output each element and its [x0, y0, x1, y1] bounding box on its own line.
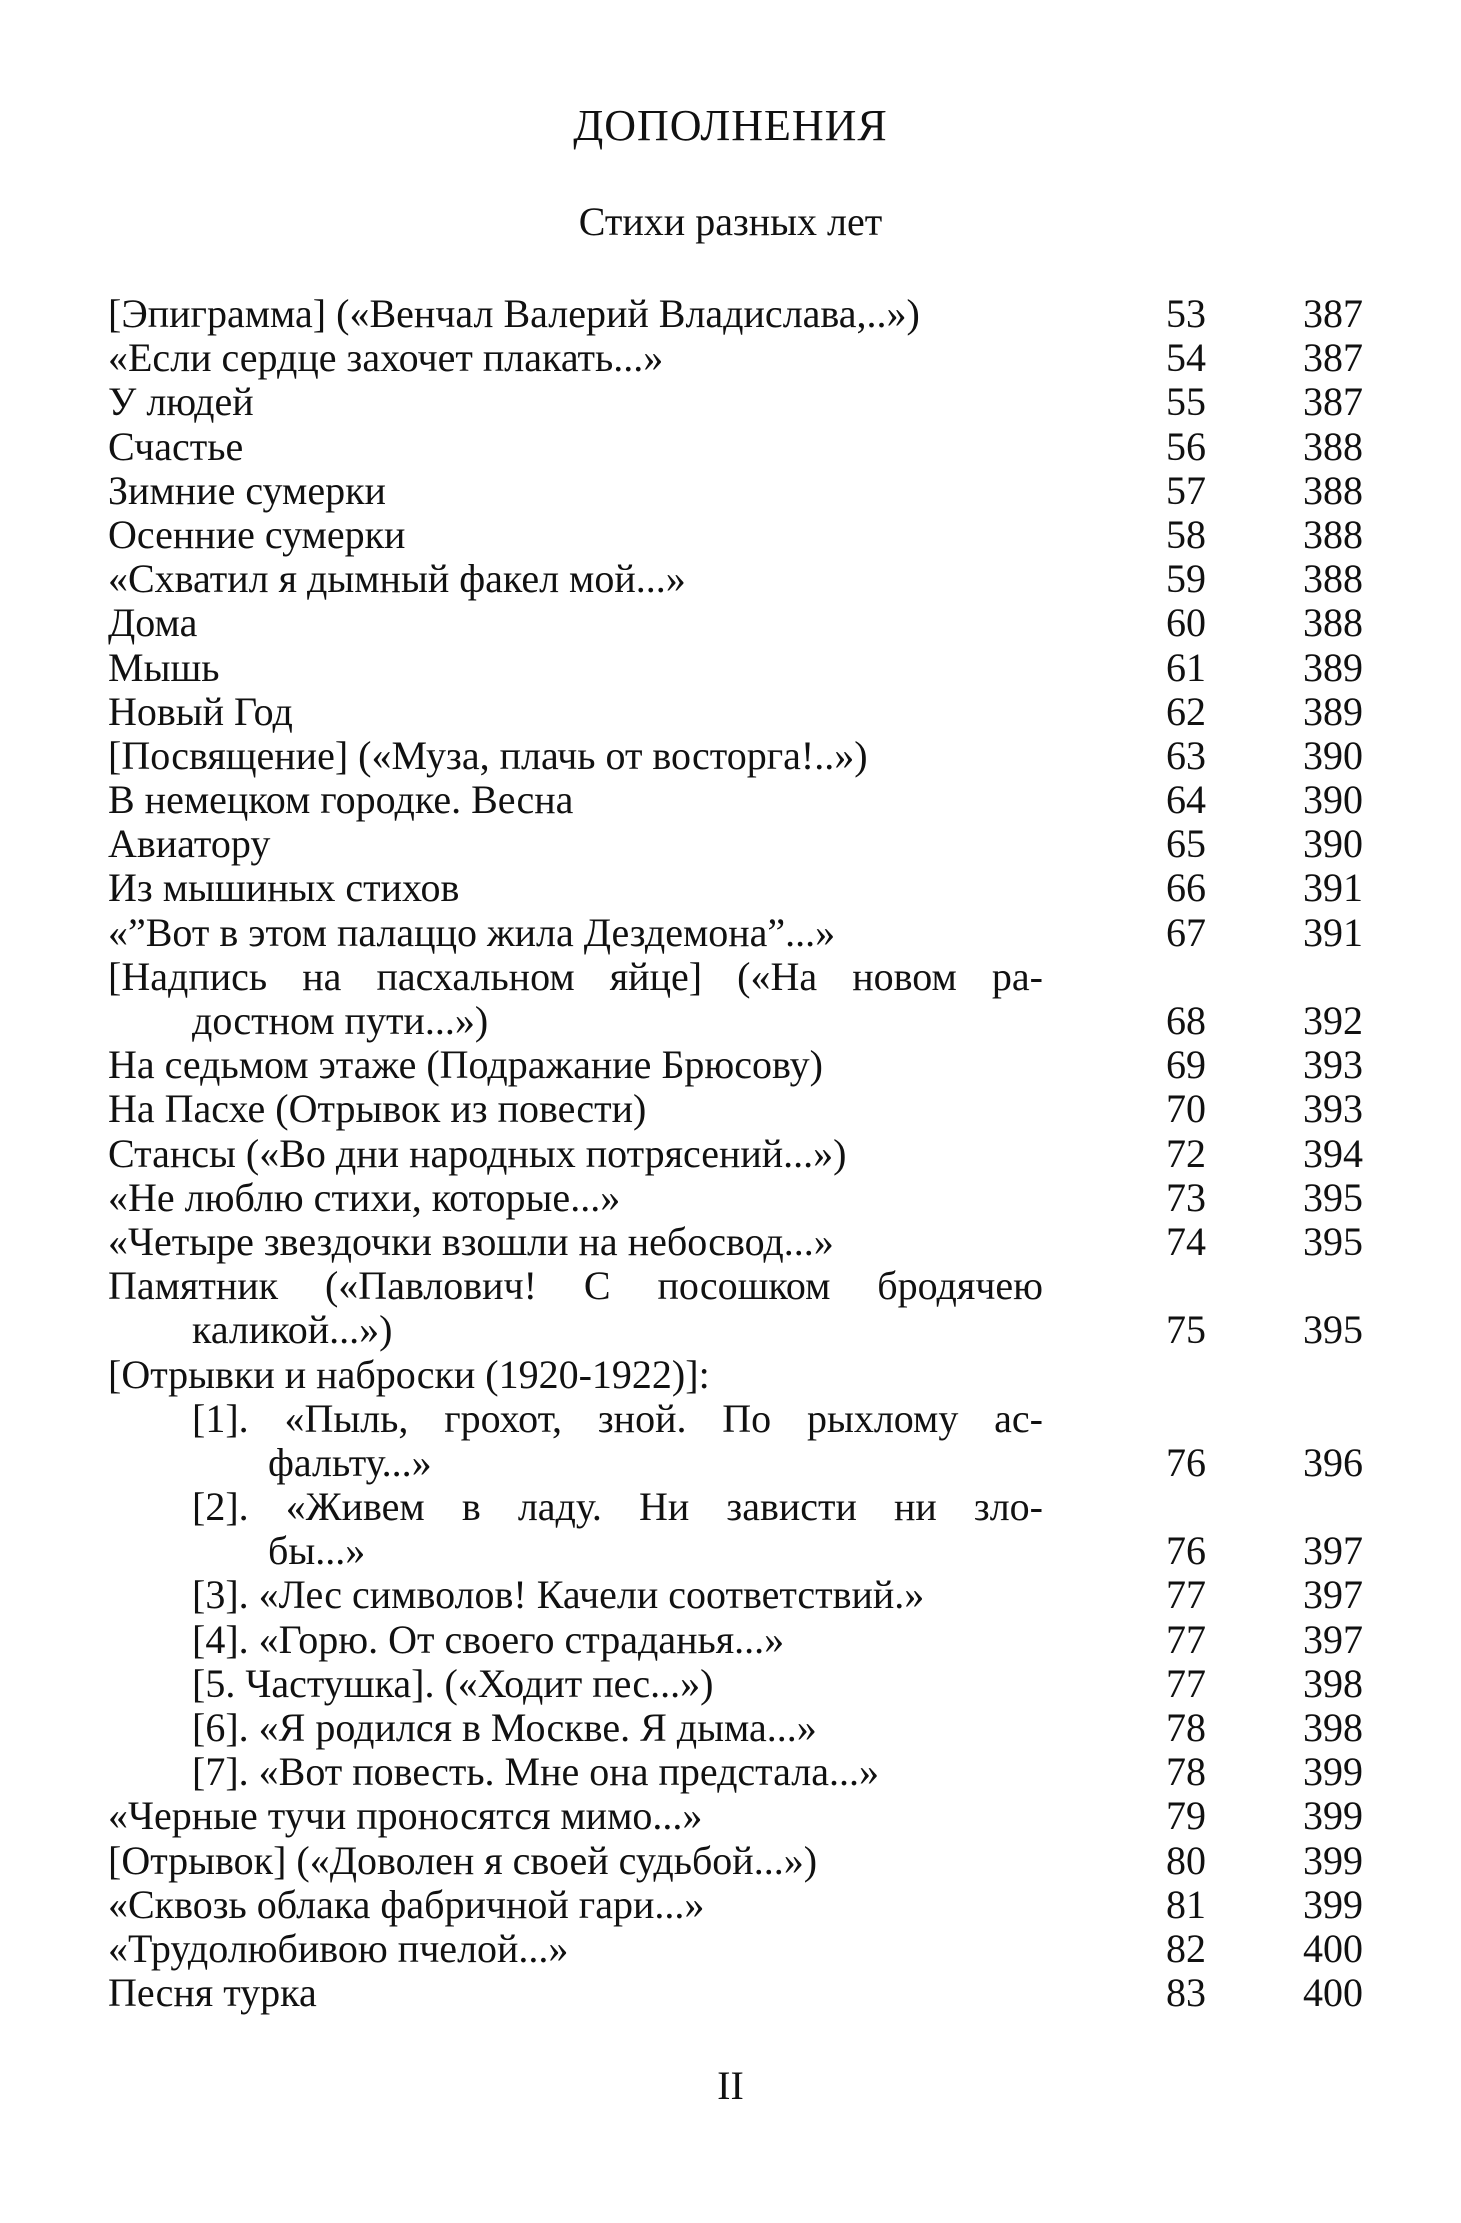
entry-title: [6]. «Я родился в Москве. Я дыма...»: [192, 1705, 817, 1750]
table-of-contents: [0, 292, 1461, 2015]
entry-title: Мышь: [108, 644, 220, 690]
entry-page: 78: [1166, 1749, 1206, 1795]
entry-note-page: 387: [1303, 379, 1363, 425]
entry-title: достном пути...»): [192, 998, 489, 1043]
entry-note-page: 392: [1303, 998, 1363, 1043]
entry-title: Памятник («Павлович! С посошком бродячею: [108, 1263, 1043, 1309]
toc-entry: [0, 1353, 1461, 1397]
toc-entry: [0, 469, 1461, 513]
entry-page: 79: [1166, 1793, 1206, 1839]
entry-note-page: 393: [1303, 1086, 1363, 1132]
entry-note-page: 396: [1303, 1439, 1363, 1485]
toc-entry: [0, 380, 1461, 424]
toc-entry: [0, 1839, 1461, 1883]
entry-page: 58: [1166, 511, 1206, 557]
entry-title: «Не люблю стихи, которые...»: [108, 1174, 621, 1220]
entry-note-page: 397: [1303, 1616, 1363, 1662]
subsection-heading: Стихи разных лет: [578, 199, 883, 244]
entry-note-page: 395: [1303, 1174, 1363, 1220]
toc-subentry: [0, 1573, 1461, 1617]
entry-note-page: 398: [1303, 1660, 1363, 1706]
entry-note-page: 399: [1303, 1881, 1363, 1927]
entry-title: [5. Частушка]. («Ходит пес...»): [192, 1660, 714, 1706]
toc-entry: [0, 1264, 1461, 1308]
entry-page: 65: [1166, 821, 1206, 867]
entry-page: 77: [1166, 1616, 1206, 1662]
entry-page: 56: [1166, 423, 1206, 469]
entry-note-page: 390: [1303, 821, 1363, 867]
entry-title: [4]. «Горю. От своего страданья...»: [192, 1616, 785, 1662]
toc-subentry-continuation: [0, 1441, 1461, 1485]
entry-title: каликой...»): [192, 1307, 393, 1353]
toc-entry: [0, 292, 1461, 336]
entry-title: «Трудолюбивою пчелой...»: [108, 1925, 569, 1971]
entry-note-page: 390: [1303, 777, 1363, 823]
entry-page: 53: [1166, 291, 1206, 336]
entry-note-page: 398: [1303, 1705, 1363, 1750]
entry-title: Авиатору: [108, 821, 271, 867]
entry-page: 57: [1166, 467, 1206, 513]
toc-entry: [0, 1220, 1461, 1264]
entry-note-page: 387: [1303, 335, 1363, 381]
entry-page: 54: [1166, 335, 1206, 381]
entry-title: [3]. «Лес символов! Качели соответствий.»: [192, 1572, 925, 1618]
entry-note-page: 387: [1303, 291, 1363, 336]
entry-note-page: 388: [1303, 556, 1363, 602]
toc-entry: [0, 866, 1461, 910]
toc-entry: [0, 646, 1461, 690]
entry-title: Дома: [108, 600, 198, 646]
entry-note-page: 391: [1303, 865, 1363, 911]
toc-subentry: [0, 1750, 1461, 1794]
entry-title: [2]. «Живем в ладу. Ни зависти ни зло-: [192, 1484, 1043, 1530]
entry-page: 67: [1166, 909, 1206, 955]
entry-page: 63: [1166, 732, 1206, 778]
entry-note-page: 393: [1303, 1042, 1363, 1088]
entry-title: «Четыре звездочки взошли на небосвод...»: [108, 1218, 834, 1264]
entry-page: 76: [1166, 1528, 1206, 1574]
entry-title: Песня турка: [108, 1970, 317, 2016]
entry-title: фальту...»: [268, 1439, 432, 1485]
toc-entry: [0, 601, 1461, 645]
entry-note-page: 391: [1303, 909, 1363, 955]
entry-note-page: 388: [1303, 511, 1363, 557]
entry-page: 59: [1166, 556, 1206, 602]
entry-title: Стансы («Во дни народных потрясений...»): [108, 1130, 847, 1176]
entry-page: 77: [1166, 1572, 1206, 1618]
entry-title: [Отрывки и наброски (1920-1922)]:: [108, 1351, 710, 1397]
entry-page: 68: [1166, 998, 1206, 1043]
entry-page: 80: [1166, 1837, 1206, 1883]
entry-note-page: 394: [1303, 1130, 1363, 1176]
toc-entry: [0, 1176, 1461, 1220]
toc-subentry: [0, 1397, 1461, 1441]
toc-entry: [0, 911, 1461, 955]
toc-entry: [0, 1883, 1461, 1927]
entry-note-page: 400: [1303, 1925, 1363, 1971]
entry-title: [Надпись на пасхальном яйце] («На новом ра-: [108, 953, 1043, 999]
toc-entry: [0, 513, 1461, 557]
entry-title: [Отрывок] («Доволен я своей судьбой...»): [108, 1837, 818, 1883]
entry-note-page: 388: [1303, 467, 1363, 513]
entry-page: 83: [1166, 1970, 1206, 2016]
toc-entry: [0, 1043, 1461, 1087]
toc-entry: [0, 425, 1461, 469]
toc-subentry: [0, 1706, 1461, 1750]
entry-note-page: 399: [1303, 1793, 1363, 1839]
page-number: II: [717, 2063, 744, 2108]
toc-entry: [0, 1927, 1461, 1971]
entry-page: 66: [1166, 865, 1206, 911]
toc-subentry: [0, 1662, 1461, 1706]
entry-note-page: 395: [1303, 1307, 1363, 1353]
toc-entry: [0, 822, 1461, 866]
entry-title: На седьмом этаже (Подражание Брюсову): [108, 1042, 823, 1088]
toc-entry: [0, 734, 1461, 778]
entry-title: [Эпиграмма] («Венчал Валерий Владислава,..»): [108, 291, 920, 336]
entry-page: 73: [1166, 1174, 1206, 1220]
entry-page: 72: [1166, 1130, 1206, 1176]
entry-note-page: 399: [1303, 1837, 1363, 1883]
entry-title: «Черные тучи проносятся мимо...»: [108, 1793, 703, 1839]
entry-title: Осенние сумерки: [108, 511, 406, 557]
entry-page: 81: [1166, 1881, 1206, 1927]
toc-subentry: [0, 1485, 1461, 1529]
toc-entry: [0, 1794, 1461, 1838]
toc-entry: [0, 1132, 1461, 1176]
entry-note-page: 395: [1303, 1218, 1363, 1264]
toc-entry: [0, 336, 1461, 380]
entry-note-page: 389: [1303, 688, 1363, 734]
entry-page: 70: [1166, 1086, 1206, 1132]
entry-title: Зимние сумерки: [108, 467, 386, 513]
section-heading: ДОПОЛНЕНИЯ: [573, 101, 888, 150]
entry-title: Новый Год: [108, 688, 293, 734]
entry-note-page: 397: [1303, 1528, 1363, 1574]
entry-page: 55: [1166, 379, 1206, 425]
entry-title: бы...»: [268, 1528, 366, 1574]
entry-page: 60: [1166, 600, 1206, 646]
entry-note-page: 400: [1303, 1970, 1363, 2016]
entry-title: «Сквозь облака фабричной гари...»: [108, 1881, 705, 1927]
entry-title: Счастье: [108, 423, 244, 469]
entry-page: 78: [1166, 1705, 1206, 1750]
entry-page: 77: [1166, 1660, 1206, 1706]
entry-note-page: 388: [1303, 423, 1363, 469]
toc-entry: [0, 1971, 1461, 2015]
toc-entry: [0, 557, 1461, 601]
entry-page: 74: [1166, 1218, 1206, 1264]
entry-title: «Если сердце захочет плакать...»: [108, 335, 664, 381]
entry-title: «Схватил я дымный факел мой...»: [108, 556, 686, 602]
entry-title: В немецком городке. Весна: [108, 777, 574, 823]
entry-page: 69: [1166, 1042, 1206, 1088]
entry-title: «”Вот в этом палаццо жила Дездемона”...»: [108, 909, 836, 955]
entry-title: Из мышиных стихов: [108, 865, 460, 911]
entry-note-page: 389: [1303, 644, 1363, 690]
entry-page: 64: [1166, 777, 1206, 823]
entry-page: 76: [1166, 1439, 1206, 1485]
entry-title: На Пасхе (Отрывок из повести): [108, 1086, 647, 1132]
toc-subentry-continuation: [0, 1529, 1461, 1573]
entry-note-page: 397: [1303, 1572, 1363, 1618]
toc-entry: [0, 690, 1461, 734]
entry-note-page: 399: [1303, 1749, 1363, 1795]
entry-title: У людей: [108, 379, 254, 425]
entry-title: [7]. «Вот повесть. Мне она предстала...»: [192, 1749, 879, 1795]
entry-page: 82: [1166, 1925, 1206, 1971]
entry-page: 62: [1166, 688, 1206, 734]
toc-entry: [0, 778, 1461, 822]
toc-entry-continuation: [0, 999, 1461, 1043]
toc-entry-continuation: [0, 1308, 1461, 1352]
entry-page: 75: [1166, 1307, 1206, 1353]
entry-page: 61: [1166, 644, 1206, 690]
toc-entry: [0, 955, 1461, 999]
entry-note-page: 388: [1303, 600, 1363, 646]
entry-title: [Посвящение] («Муза, плачь от восторга!..»): [108, 732, 868, 778]
toc-subentry: [0, 1618, 1461, 1662]
entry-note-page: 390: [1303, 732, 1363, 778]
toc-entry: [0, 1087, 1461, 1131]
entry-title: [1]. «Пыль, грохот, зной. По рыхлому ас-: [192, 1395, 1043, 1441]
